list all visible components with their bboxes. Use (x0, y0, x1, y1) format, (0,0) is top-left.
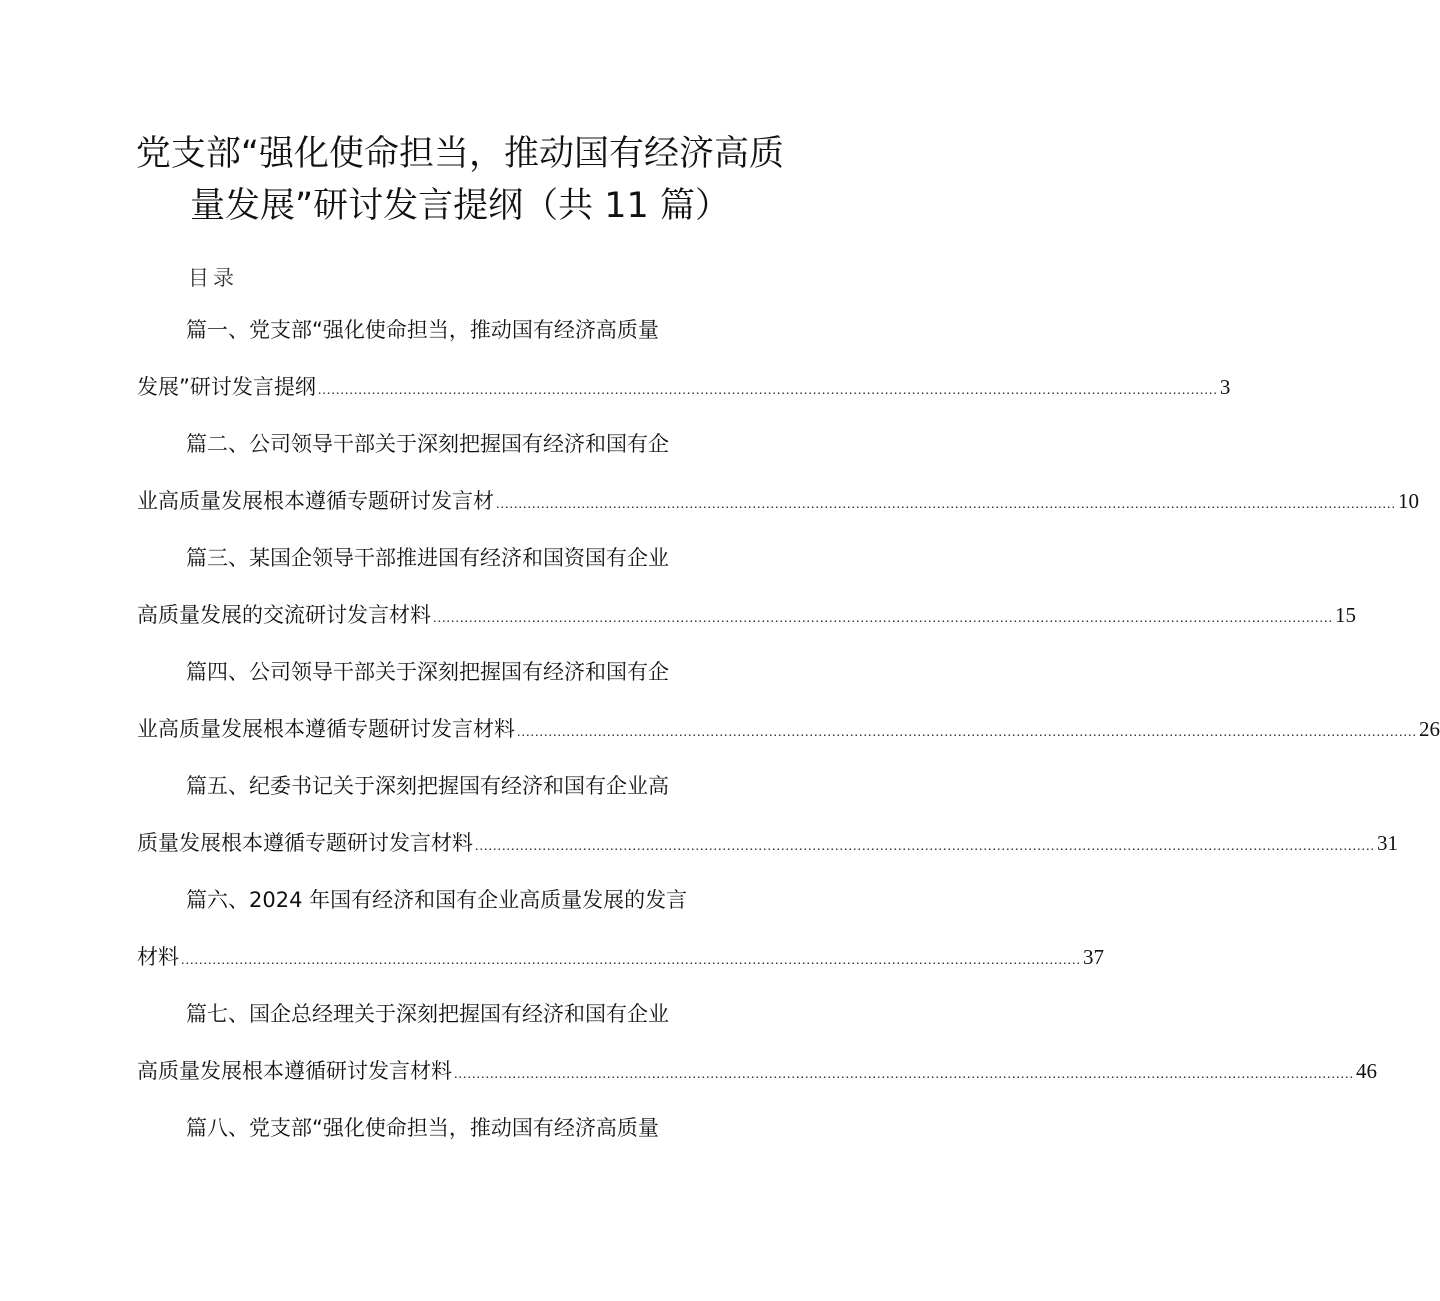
toc-entry-text: 质量发展根本遵循专题研讨发言材料 (137, 831, 473, 855)
toc-page-number: 10 (1398, 489, 1419, 513)
toc-entry-1-line-2[interactable] (137, 372, 1231, 406)
toc-leader-dots: ........................................................................................................................................................................................................ (181, 953, 1081, 968)
toc-entry-5-line-2[interactable] (137, 828, 1398, 862)
toc-entry-4-line-1[interactable]: 篇四、公司领导干部关于深刻把握国有经济和国有企 (186, 660, 669, 684)
toc-page-number: 26 (1419, 717, 1440, 741)
toc-entry-text: 高质量发展的交流研讨发言材料 (137, 603, 431, 627)
toc-page-number: 31 (1377, 831, 1398, 855)
toc-entry-3-line-1[interactable]: 篇三、某国企领导干部推进国有经济和国资国有企业 (186, 546, 669, 570)
toc-entry-8-line-1[interactable]: 篇八、党支部“强化使命担当，推动国有经济高质量 (186, 1116, 659, 1140)
toc-entry-2-line-2[interactable] (137, 486, 1419, 520)
toc-leader-dots: ........................................................................................................................................................................................................ (317, 383, 1218, 398)
toc-entry-text: 业高质量发展根本遵循专题研讨发言材料 (137, 717, 515, 741)
toc-entry-2-line-1[interactable]: 篇二、公司领导干部关于深刻把握国有经济和国有企 (186, 432, 669, 456)
toc-entry-text: 发展”研讨发言提纲 (137, 375, 316, 399)
toc-page-number: 46 (1356, 1059, 1377, 1083)
toc-page-number: 37 (1083, 945, 1104, 969)
toc-leader-dots: ........................................................................................................................................................................................................ (454, 1067, 1354, 1082)
toc-leader-dots: ........................................................................................................................................................................................................ (517, 725, 1417, 740)
toc-page-number: 15 (1335, 603, 1356, 627)
toc-entry-text: 材料 (137, 945, 179, 969)
document-title-line-1: 党支部“强化使命担当，推动国有经济高质 (135, 134, 785, 174)
toc-entry-7-line-1[interactable]: 篇七、国企总经理关于深刻把握国有经济和国有企业 (186, 1002, 669, 1026)
toc-leader-dots: ........................................................................................................................................................................................................ (433, 611, 1333, 626)
toc-entry-text: 业高质量发展根本遵循专题研讨发言材 (137, 489, 494, 513)
toc-heading: 目录 (188, 266, 238, 290)
toc-entry-3-line-2[interactable] (137, 600, 1356, 634)
toc-entry-text: 高质量发展根本遵循研讨发言材料 (137, 1059, 452, 1083)
toc-entry-6-line-1[interactable]: 篇六、2024 年国有经济和国有企业高质量发展的发言 (186, 888, 688, 912)
toc-entry-5-line-1[interactable]: 篇五、纪委书记关于深刻把握国有经济和国有企业高 (186, 774, 669, 798)
toc-entry-1-line-1[interactable]: 篇一、党支部“强化使命担当，推动国有经济高质量 (186, 318, 659, 342)
toc-leader-dots: ........................................................................................................................................................................................................ (475, 839, 1375, 854)
toc-entry-6-line-2[interactable] (137, 942, 1104, 976)
toc-leader-dots: ........................................................................................................................................................................................................ (496, 497, 1396, 512)
toc-entry-7-line-2[interactable] (137, 1056, 1377, 1090)
toc-page-number: 3 (1219, 375, 1231, 399)
toc-entry-4-line-2[interactable] (137, 714, 1440, 748)
document-title-line-2: 量发展”研讨发言提纲（共 11 篇） (190, 186, 730, 226)
